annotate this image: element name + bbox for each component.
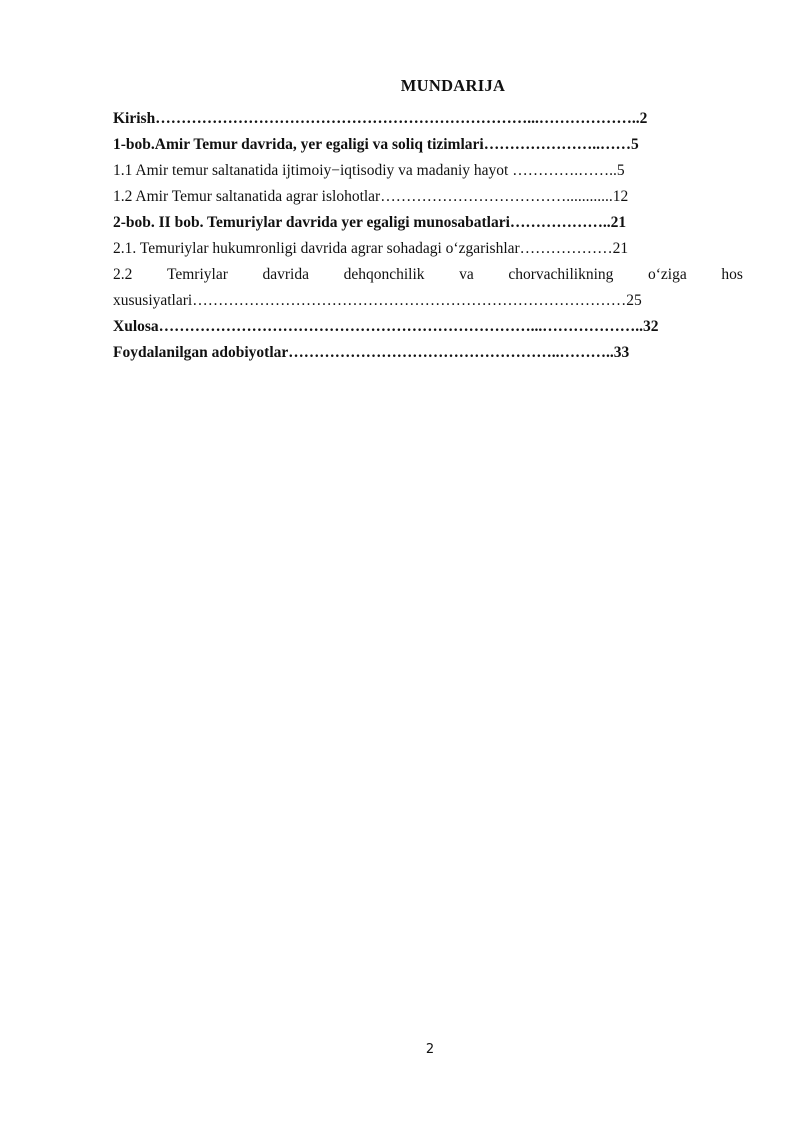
table-of-contents	[113, 106, 743, 366]
toc-entry-section-2-2-continued: xususiyatlari…………………………………………………………………………25	[113, 292, 642, 309]
toc-word: chorvachilikning	[508, 266, 614, 283]
page-number: 2	[425, 1042, 435, 1057]
toc-entry-xulosa: Xulosa………………………………………………………………...………………..32	[113, 318, 659, 335]
toc-word: Temriylar	[166, 266, 228, 283]
toc-word: o‘ziga	[648, 266, 687, 283]
page-title: MUNDARIJA	[400, 76, 506, 95]
toc-entry-chapter-1: 1-bob.Amir Temur davrida, yer egaligi va soliq tizimlari…………………..……5	[113, 136, 639, 153]
toc-entry-section-1-2: 1.2 Amir Temur saltanatida agrar islohotlar………………………………............12	[113, 188, 629, 205]
toc-word: 2.2	[113, 266, 133, 283]
toc-entry-section-1-1: 1.1 Amir temur saltanatida ijtimoiy−iqtisodiy va madaniy hayot ………….……..5	[113, 162, 625, 179]
toc-entry-section-2-1: 2.1. Temuriylar hukumronligi davrida agrar sohadagi o‘zgarishlar………………21	[113, 240, 629, 257]
toc-word: davrida	[262, 266, 309, 283]
toc-word: hos	[721, 266, 743, 283]
toc-entry-section-2-2	[113, 262, 743, 288]
toc-word: dehqonchilik	[343, 266, 425, 283]
toc-word: va	[459, 266, 474, 283]
toc-entry-kirish: Kirish………………………………………………………………...………………..2	[113, 110, 648, 127]
toc-entry-chapter-2: 2-bob. II bob. Temuriylar davrida yer egaligi munosabatlari………………..21	[113, 214, 627, 231]
toc-entry-references: Foydalanilgan adobiyotlar……………………………………………..………..33	[113, 344, 630, 361]
